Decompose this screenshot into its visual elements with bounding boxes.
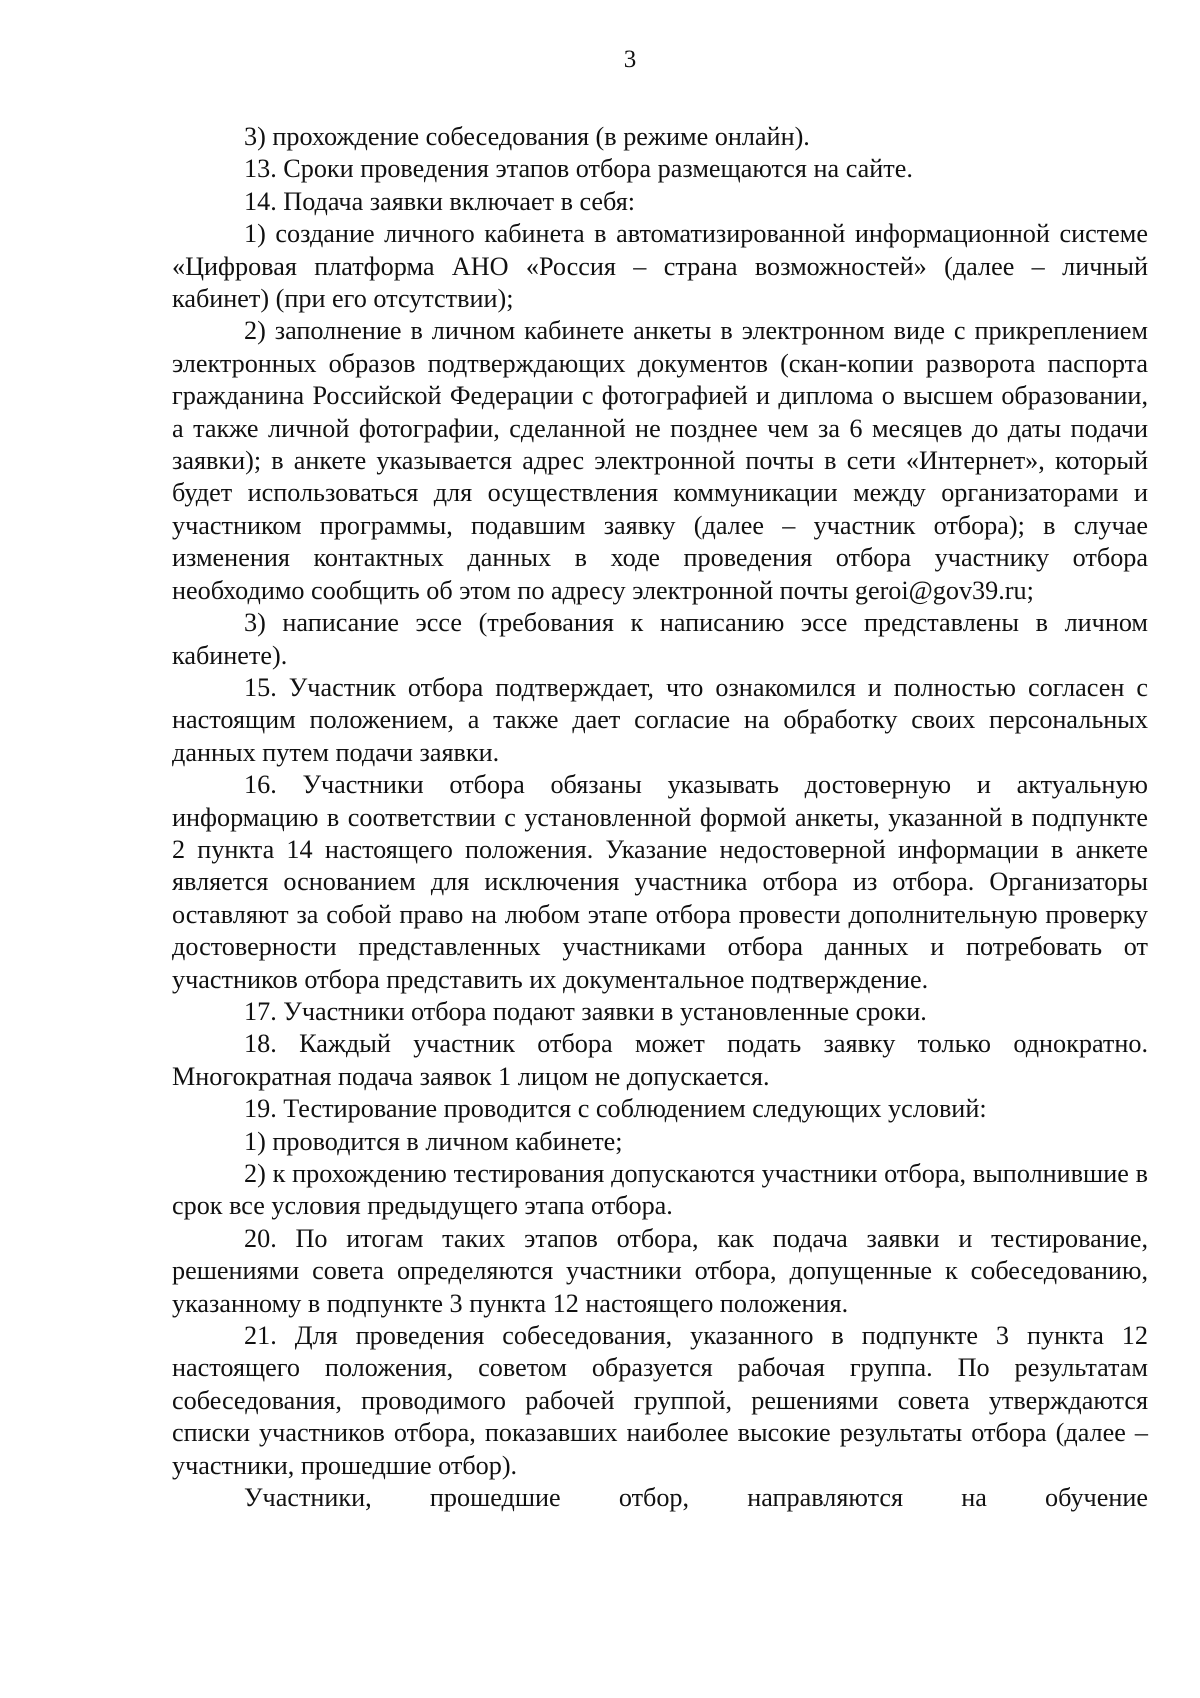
paragraph-21: 21. Для проведения собеседования, указанного в подпункте 3 пункта 12 настоящего положения, советом образуется рабочая группа. По результатам собеседования, проводимого рабочей группой, решениями совета утверждаются списки участников отбора, показавших наиболее высокие результаты отбора (далее – участники, прошедшие отбор). — [172, 1321, 1148, 1480]
paragraph-21-continuation: Участники, прошедшие отбор, направляются на обучение — [244, 1483, 1148, 1513]
paragraph-14-2: 2) заполнение в личном кабинете анкеты в электронном виде с прикреплением электронных образов подтверждающих документов (скан-копии разворота паспорта гражданина Российской Федерации с фотографией и диплома о высшем образовании, а также личной фотографии, сделанной не позднее чем за 6 месяцев до даты подачи заявки); в анкете указывается адрес электронной почты в сети «Интернет», который будет использоваться для осуществления коммуникации между организаторами и участником программы, подавшим заявку (далее – участник отбора); в случае изменения контактных данных в ходе проведения отбора участнику отбора необходимо сообщить об этом по адресу электронной почты geroi@gov39.ru; — [172, 316, 1148, 605]
paragraph-14-3: 3) написание эссе (требования к написанию эссе представлены в личном кабинете). — [172, 608, 1148, 670]
paragraph-14-1: 1) создание личного кабинета в автоматизированной информационной системе «Цифровая платформа АНО «Россия – страна возможностей» (далее – личный кабинет) (при его отсутствии); — [172, 219, 1148, 314]
paragraph-18: 18. Каждый участник отбора может подать заявку только однократно. Многократная подача заявок 1 лицом не допускается. — [172, 1029, 1148, 1091]
paragraph-19-1: 1) проводится в личном кабинете; — [244, 1126, 623, 1156]
paragraph-12-3: 3) прохождение собеседования (в режиме онлайн). — [244, 122, 810, 151]
paragraph-19-2: 2) к прохождению тестирования допускаются участники отбора, выполнившие в срок все условия предыдущего этапа отбора. — [172, 1159, 1148, 1221]
page-number: 3 — [623, 46, 637, 73]
paragraph-17: 17. Участники отбора подают заявки в установленные сроки. — [244, 996, 927, 1026]
paragraph-15: 15. Участник отбора подтверждает, что ознакомился и полностью согласен с настоящим положением, а также дает согласие на обработку своих персональных данных путем подачи заявки. — [172, 672, 1148, 767]
paragraph-14: 14. Подача заявки включает в себя: — [244, 186, 636, 216]
paragraph-20: 20. По итогам таких этапов отбора, как подача заявки и тестирование, решениями совета определяются участники отбора, допущенные к собеседованию, указанному в подпункте 3 пункта 12 настоящего положения. — [172, 1223, 1148, 1318]
paragraph-19: 19. Тестирование проводится с соблюдением следующих условий: — [244, 1094, 987, 1124]
document-body — [172, 121, 1148, 1514]
paragraph-13: 13. Сроки проведения этапов отбора размещаются на сайте. — [244, 154, 913, 184]
paragraph-16: 16. Участники отбора обязаны указывать достоверную и актуальную информацию в соответствии с установленной формой анкеты, указанной в подпункте 2 пункта 14 настоящего положения. Указание недостоверной информации в анкете является основанием для исключения участника отбора из отбора. Организаторы оставляют за собой право на любом этапе отбора провести дополнительную проверку достоверности представленных участниками отбора данных и потребовать от участников отбора представить их документальное подтверждение. — [172, 770, 1148, 994]
